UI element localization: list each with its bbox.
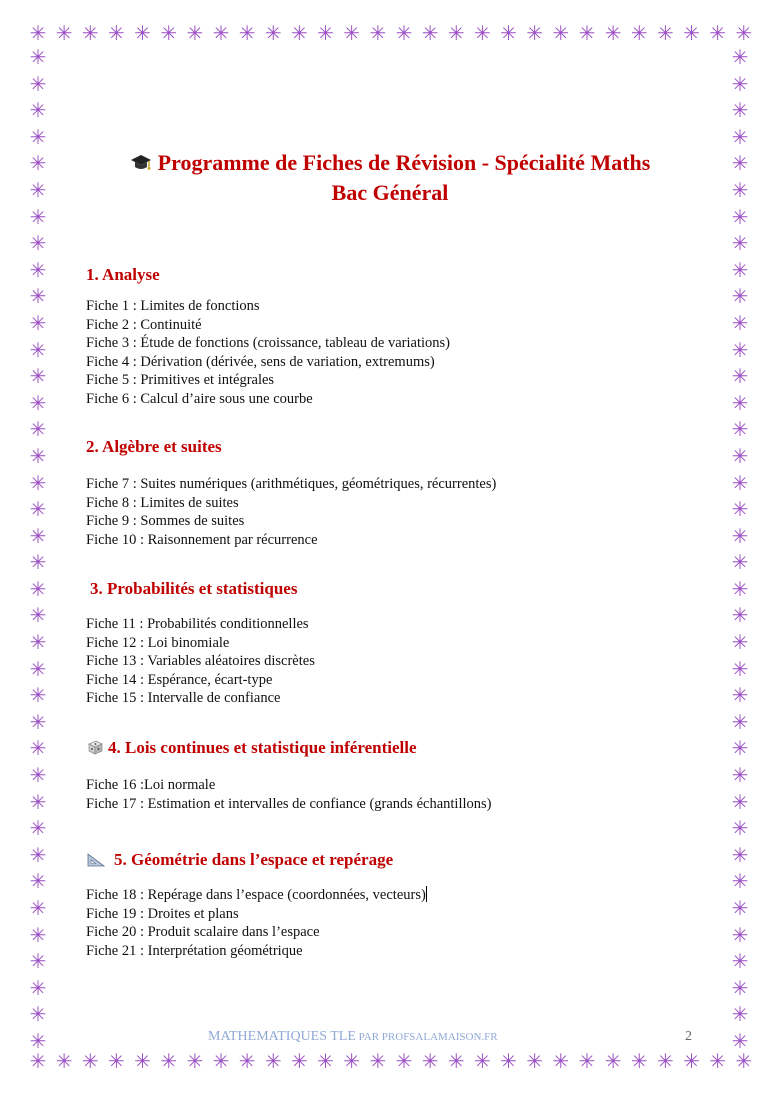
flower-icon: ✳ xyxy=(630,1051,648,1073)
flower-icon: ✳ xyxy=(421,23,439,45)
list-item: Fiche 13 : Variables aléatoires discrètes xyxy=(86,653,315,669)
flower-icon: ✳ xyxy=(552,1051,570,1073)
page-footer xyxy=(208,1028,698,1046)
list-item: Fiche 21 : Interprétation géométrique xyxy=(86,942,303,959)
flower-icon: ✳ xyxy=(735,1051,753,1073)
flower-icon: ✳ xyxy=(630,23,648,45)
flower-icon: ✳ xyxy=(731,499,749,522)
flower-icon: ✳ xyxy=(212,1051,230,1073)
flower-icon: ✳ xyxy=(29,552,47,575)
list-item: Fiche 18 : Repérage dans l’espace (coordonnées, vecteurs) xyxy=(86,887,426,903)
flower-icon: ✳ xyxy=(29,1004,47,1027)
flower-icon: ✳ xyxy=(29,206,47,229)
flower-icon: ✳ xyxy=(731,312,749,335)
flower-icon: ✳ xyxy=(731,392,749,415)
flower-icon: ✳ xyxy=(731,179,749,202)
flower-icon: ✳ xyxy=(29,126,47,149)
flower-icon: ✳ xyxy=(526,1051,544,1073)
flower-icon: ✳ xyxy=(55,23,73,45)
flower-icon: ✳ xyxy=(474,1051,491,1073)
flower-icon: ✳ xyxy=(656,23,674,45)
flower-icon: ✳ xyxy=(29,259,47,282)
list-item: Fiche 1 : Limites de fonctions xyxy=(86,298,260,314)
flower-icon: ✳ xyxy=(395,23,413,45)
flower-icon: ✳ xyxy=(29,445,47,468)
list-item: Fiche 19 : Droites et plans xyxy=(86,905,239,922)
flower-icon: ✳ xyxy=(343,1051,361,1073)
flower-icon: ✳ xyxy=(500,1051,517,1073)
flower-icon: ✳ xyxy=(29,1051,47,1073)
page-title xyxy=(80,148,700,208)
flower-icon: ✳ xyxy=(709,23,727,45)
section-heading: 2. Algèbre et suites xyxy=(86,437,222,456)
section-lois-continues xyxy=(86,737,706,813)
flower-icon: ✳ xyxy=(29,871,47,894)
flower-icon: ✳ xyxy=(735,23,753,45)
flower-icon: ✳ xyxy=(29,23,47,45)
flower-icon: ✳ xyxy=(29,392,47,415)
flower-icon: ✳ xyxy=(291,1051,308,1073)
flower-icon: ✳ xyxy=(29,339,47,362)
section-heading: 5. Géométrie dans l’espace et repérage xyxy=(114,850,394,869)
flower-icon: ✳ xyxy=(731,419,749,442)
flower-icon: ✳ xyxy=(526,23,544,45)
dice-icon xyxy=(86,739,104,755)
list-item: Fiche 2 : Continuité xyxy=(86,316,202,333)
flower-icon: ✳ xyxy=(604,23,622,45)
flower-icon: ✳ xyxy=(29,898,47,920)
list-item: Fiche 6 : Calcul d’aire sous une courbe xyxy=(86,390,313,407)
flower-icon: ✳ xyxy=(731,1030,749,1053)
page-border-left xyxy=(26,48,50,1052)
title-line-1: Programme de Fiches de Révision - Spécialité Maths xyxy=(157,150,651,175)
flower-icon: ✳ xyxy=(29,605,47,628)
flower-icon: ✳ xyxy=(29,73,47,96)
flower-icon: ✳ xyxy=(731,898,749,920)
list-item: Fiche 16 :Loi normale xyxy=(86,777,216,793)
flower-icon: ✳ xyxy=(264,23,282,45)
flower-icon: ✳ xyxy=(29,233,47,256)
flower-icon: ✳ xyxy=(731,472,749,495)
flower-icon: ✳ xyxy=(369,1051,387,1073)
flower-icon: ✳ xyxy=(160,23,178,45)
flower-icon: ✳ xyxy=(29,924,47,947)
flower-icon: ✳ xyxy=(81,23,99,45)
section-heading: 4. Lois continues et statistique inférentielle xyxy=(108,738,417,757)
set-square-icon xyxy=(86,853,106,867)
flower-icon: ✳ xyxy=(29,366,47,389)
flower-icon: ✳ xyxy=(29,1030,47,1053)
flower-icon: ✳ xyxy=(317,23,334,45)
flower-icon: ✳ xyxy=(731,844,749,867)
flower-icon: ✳ xyxy=(317,1051,334,1073)
list-item: Fiche 8 : Limites de suites xyxy=(86,494,239,511)
flower-icon: ✳ xyxy=(731,791,749,814)
flower-icon: ✳ xyxy=(731,1004,749,1027)
flower-icon: ✳ xyxy=(731,233,749,256)
flower-icon: ✳ xyxy=(731,605,749,628)
flower-icon: ✳ xyxy=(683,23,700,45)
flower-icon: ✳ xyxy=(29,844,47,867)
flower-icon: ✳ xyxy=(683,1051,700,1073)
flower-icon: ✳ xyxy=(81,1051,99,1073)
flower-icon: ✳ xyxy=(731,339,749,362)
list-item: Fiche 4 : Dérivation (dérivée, sens de variation, extremums) xyxy=(86,353,435,370)
flower-icon: ✳ xyxy=(29,818,47,841)
flower-icon: ✳ xyxy=(552,23,570,45)
flower-icon: ✳ xyxy=(731,578,749,601)
flower-icon: ✳ xyxy=(29,472,47,495)
flower-icon: ✳ xyxy=(29,419,47,442)
graduation-cap-icon xyxy=(130,154,152,172)
flower-icon: ✳ xyxy=(731,552,749,575)
flower-icon: ✳ xyxy=(29,632,47,655)
list-item: Fiche 9 : Sommes de suites xyxy=(86,513,245,529)
flower-icon: ✳ xyxy=(186,1051,204,1073)
flower-icon: ✳ xyxy=(731,100,749,123)
flower-icon: ✳ xyxy=(29,179,47,202)
flower-icon: ✳ xyxy=(29,312,47,335)
flower-icon: ✳ xyxy=(238,23,256,45)
footer-source: PAR PROFSALAMAISON.FR xyxy=(355,1031,498,1043)
list-item: Fiche 12 : Loi binomiale xyxy=(86,634,230,651)
flower-icon: ✳ xyxy=(709,1051,727,1073)
flower-icon: ✳ xyxy=(731,632,749,655)
flower-icon: ✳ xyxy=(731,924,749,947)
page-number: 2 xyxy=(685,1029,692,1044)
flower-icon: ✳ xyxy=(578,23,596,45)
list-item: Fiche 11 : Probabilités conditionnelles xyxy=(86,616,309,632)
section-probabilites xyxy=(86,578,706,708)
footer-text: MATHEMATIQUES TLE xyxy=(208,1029,356,1044)
flower-icon: ✳ xyxy=(55,1051,73,1073)
flower-icon: ✳ xyxy=(134,23,151,45)
flower-icon: ✳ xyxy=(421,1051,439,1073)
page-border-top xyxy=(26,24,756,48)
section-heading: 3. Probabilités et statistiques xyxy=(90,579,298,598)
flower-icon: ✳ xyxy=(134,1051,151,1073)
flower-icon: ✳ xyxy=(731,126,749,149)
flower-icon: ✳ xyxy=(29,977,47,1000)
flower-icon: ✳ xyxy=(604,1051,622,1073)
flower-icon: ✳ xyxy=(731,73,749,96)
flower-icon: ✳ xyxy=(731,738,749,761)
flower-icon: ✳ xyxy=(264,1051,282,1073)
flower-icon: ✳ xyxy=(731,47,749,69)
flower-icon: ✳ xyxy=(500,23,517,45)
flower-icon: ✳ xyxy=(29,685,47,708)
flower-icon: ✳ xyxy=(731,951,749,974)
list-item: Fiche 10 : Raisonnement par récurrence xyxy=(86,531,318,548)
flower-icon: ✳ xyxy=(343,23,361,45)
flower-icon: ✳ xyxy=(108,1051,125,1073)
flower-icon: ✳ xyxy=(238,1051,256,1073)
page-border-right xyxy=(728,48,752,1052)
flower-icon: ✳ xyxy=(29,286,47,309)
flower-icon: ✳ xyxy=(29,765,47,788)
list-item: Fiche 14 : Espérance, écart-type xyxy=(86,671,273,688)
flower-icon: ✳ xyxy=(731,366,749,389)
flower-icon: ✳ xyxy=(212,23,230,45)
list-item: Fiche 7 : Suites numériques (arithmétiques, géométriques, récurrentes) xyxy=(86,476,497,492)
flower-icon: ✳ xyxy=(731,685,749,708)
flower-icon: ✳ xyxy=(731,445,749,468)
flower-icon: ✳ xyxy=(731,259,749,282)
flower-icon: ✳ xyxy=(29,47,47,69)
flower-icon: ✳ xyxy=(447,23,465,45)
flower-icon: ✳ xyxy=(29,738,47,761)
flower-icon: ✳ xyxy=(656,1051,674,1073)
section-analyse xyxy=(86,264,706,408)
flower-icon: ✳ xyxy=(186,23,204,45)
flower-icon: ✳ xyxy=(731,286,749,309)
list-item: Fiche 15 : Intervalle de confiance xyxy=(86,690,281,706)
flower-icon: ✳ xyxy=(369,23,387,45)
flower-icon: ✳ xyxy=(731,871,749,894)
flower-icon: ✳ xyxy=(578,1051,596,1073)
flower-icon: ✳ xyxy=(291,23,308,45)
flower-icon: ✳ xyxy=(731,765,749,788)
flower-icon: ✳ xyxy=(731,977,749,1000)
flower-icon: ✳ xyxy=(29,525,47,548)
flower-icon: ✳ xyxy=(447,1051,465,1073)
title-line-2: Bac Général xyxy=(331,180,449,205)
list-item: Fiche 5 : Primitives et intégrales xyxy=(86,372,275,388)
flower-icon: ✳ xyxy=(29,578,47,601)
flower-icon: ✳ xyxy=(29,499,47,522)
flower-icon: ✳ xyxy=(29,711,47,734)
flower-icon: ✳ xyxy=(395,1051,413,1073)
flower-icon: ✳ xyxy=(474,23,491,45)
flower-icon: ✳ xyxy=(160,1051,178,1073)
list-item: Fiche 3 : Étude de fonctions (croissance, tableau de variations) xyxy=(86,335,450,351)
list-item: Fiche 17 : Estimation et intervalles de confiance (grands échantillons) xyxy=(86,795,492,812)
flower-icon: ✳ xyxy=(731,658,749,681)
flower-icon: ✳ xyxy=(731,818,749,841)
list-item: Fiche 20 : Produit scalaire dans l’espace xyxy=(86,924,320,940)
flower-icon: ✳ xyxy=(29,100,47,123)
flower-icon: ✳ xyxy=(29,658,47,681)
section-algebre xyxy=(86,436,706,549)
flower-icon: ✳ xyxy=(731,711,749,734)
flower-icon: ✳ xyxy=(731,153,749,176)
page-border-bottom xyxy=(26,1052,756,1076)
flower-icon: ✳ xyxy=(731,206,749,229)
text-cursor xyxy=(426,886,427,902)
flower-icon: ✳ xyxy=(108,23,125,45)
flower-icon: ✳ xyxy=(29,951,47,974)
flower-icon: ✳ xyxy=(29,791,47,814)
flower-icon: ✳ xyxy=(731,525,749,548)
section-geometrie xyxy=(86,849,706,960)
flower-icon: ✳ xyxy=(29,153,47,176)
section-heading: 1. Analyse xyxy=(86,265,160,284)
